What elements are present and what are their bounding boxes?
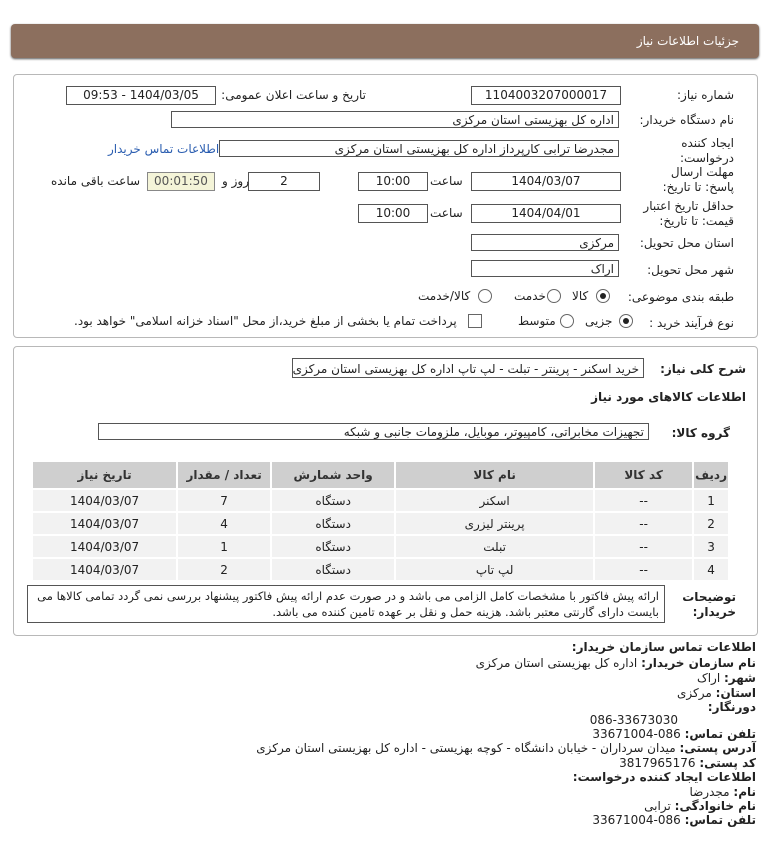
table-row <box>33 559 728 580</box>
goods-info-title: اطلاعات کالاهای مورد نیاز <box>591 390 746 404</box>
cell-date: 1404/03/07 <box>33 490 176 511</box>
validity-time-label: ساعت <box>430 206 463 220</box>
category-goods-label: کالا <box>572 289 589 303</box>
validity-label: حداقل تاریخ اعتبار قیمت: تا تاریخ: <box>643 199 734 228</box>
contact-fax: دورنگار: <box>707 700 756 714</box>
col-row: ردیف <box>694 462 728 488</box>
need-number-label: شماره نیاز: <box>677 88 734 102</box>
buyer-contact-link[interactable]: اطلاعات تماس خریدار <box>108 142 220 156</box>
announce-datetime-field: 1404/03/05 - 09:53 <box>66 86 216 105</box>
city-label: شهر محل تحویل: <box>647 263 734 277</box>
col-code: کد کالا <box>595 462 692 488</box>
cell-name: تبلت <box>396 536 593 557</box>
process-medium-label: متوسط <box>518 314 556 328</box>
contact-province: استان: مرکزی <box>677 686 756 700</box>
treasury-payment-checkbox[interactable] <box>468 314 482 328</box>
contact-org: نام سازمان خریدار: اداره کل بهزیستی استان مرکزی <box>475 656 756 670</box>
process-partial-radio[interactable] <box>619 314 633 328</box>
cell-date: 1404/03/07 <box>33 513 176 534</box>
category-both-radio[interactable] <box>478 289 492 303</box>
creator-info-title: اطلاعات ایجاد کننده درخواست: <box>572 770 756 784</box>
table-row <box>33 513 728 534</box>
cell-date: 1404/03/07 <box>33 559 176 580</box>
days-label: روز و <box>222 174 249 188</box>
col-qty: تعداد / مقدار <box>178 462 270 488</box>
page-header <box>11 24 759 58</box>
cell-unit: دستگاه <box>272 490 394 511</box>
days-remaining-field: 2 <box>248 172 320 191</box>
contact-fax-value: 086-33673030 <box>589 713 678 727</box>
cell-unit: دستگاه <box>272 513 394 534</box>
cell-row: 3 <box>694 536 728 557</box>
process-partial-label: جزیی <box>585 314 613 328</box>
buyer-org-label: نام دستگاه خریدار: <box>639 113 734 127</box>
cell-unit: دستگاه <box>272 536 394 557</box>
city-field: اراک <box>471 260 619 277</box>
col-name: نام کالا <box>396 462 593 488</box>
cell-row: 4 <box>694 559 728 580</box>
cell-unit: دستگاه <box>272 559 394 580</box>
cell-date: 1404/03/07 <box>33 536 176 557</box>
summary-label: شرح کلی نیاز: <box>660 362 746 376</box>
table-row <box>33 536 728 557</box>
category-both-label: کالا/خدمت <box>418 289 471 303</box>
deadline-time-field: 10:00 <box>358 172 428 191</box>
announce-label: تاریخ و ساعت اعلان عمومی: <box>221 88 366 102</box>
cell-code: -- <box>595 490 692 511</box>
creator-name: نام: مجدرضا <box>689 785 756 799</box>
cell-code: -- <box>595 559 692 580</box>
table-row <box>33 490 728 511</box>
page-title: جزئیات اطلاعات نیاز <box>636 34 739 48</box>
province-field: مرکزی <box>471 234 619 251</box>
contact-phone: تلفن تماس: 086-33671004 <box>592 727 756 741</box>
treasury-payment-note: پرداخت تمام یا بخشی از مبلغ خرید،از محل "اسناد خزانه اسلامی" خواهد بود. <box>74 314 457 328</box>
col-date: تاریخ نیاز <box>33 462 176 488</box>
deadline-date-field: 1404/03/07 <box>471 172 621 191</box>
category-label: طبقه بندی موضوعی: <box>627 290 734 304</box>
cell-code: -- <box>595 513 692 534</box>
process-medium-radio[interactable] <box>560 314 574 328</box>
cell-name: اسکنر <box>396 490 593 511</box>
deadline-label: مهلت ارسال پاسخ: تا تاریخ: <box>662 165 734 194</box>
creator-phone: تلفن تماس: 086-33671004 <box>592 813 756 827</box>
need-number-field: 1104003207000017 <box>471 86 621 105</box>
category-service-radio[interactable] <box>547 289 561 303</box>
cell-qty: 1 <box>178 536 270 557</box>
cell-qty: 2 <box>178 559 270 580</box>
contact-address: آدرس پستی: میدان سرداران - خیابان دانشگاه - کوچه بهزیستی - اداره کل بهزیستی استان مرکزی <box>256 741 756 755</box>
cell-row: 1 <box>694 490 728 511</box>
cell-qty: 7 <box>178 490 270 511</box>
category-service-label: خدمت <box>514 289 546 303</box>
deadline-time-label: ساعت <box>430 174 463 188</box>
buyer-notes-field: ارائه پیش فاکتور با مشخصات کامل الزامی می باشد و در صورت عدم ارائه پیش فاکتور پیشنهاد بررسی نمی گردد تمامی کالاها می بایست دارای گارنتی معتبر باشد. هزینه حمل و نقل بر عهده تامین کننده می باشد. <box>27 585 665 623</box>
remaining-time-label: ساعت باقی مانده <box>51 174 141 188</box>
cell-name: پرینتر لیزری <box>396 513 593 534</box>
validity-date-field: 1404/04/01 <box>471 204 621 223</box>
process-label: نوع فرآیند خرید : <box>649 316 734 330</box>
contact-postal: کد پستی: 3817965176 <box>619 756 756 770</box>
validity-time-field: 10:00 <box>358 204 428 223</box>
buyer-org-field: اداره کل بهزیستی استان مرکزی <box>171 111 619 128</box>
creator-field: مجدرضا ترابی کارپرداز اداره کل بهزیستی استان مرکزی <box>219 140 619 157</box>
contact-city: شهر: اراک <box>696 671 756 685</box>
goods-table-header <box>33 462 728 488</box>
cell-code: -- <box>595 536 692 557</box>
summary-field: خرید اسکنر - پرینتر - تبلت - لپ تاپ اداره کل بهزیستی استان مرکزی <box>292 358 644 378</box>
goods-table <box>31 460 730 582</box>
creator-family: نام خانوادگی: ترابی <box>644 799 756 813</box>
col-unit: واحد شمارش <box>272 462 394 488</box>
cell-row: 2 <box>694 513 728 534</box>
province-label: استان محل تحویل: <box>639 236 734 250</box>
category-goods-radio[interactable] <box>596 289 610 303</box>
cell-qty: 4 <box>178 513 270 534</box>
buyer-notes-label: توضیحات خریدار: <box>682 590 736 619</box>
remaining-time-field: 00:01:50 <box>147 172 215 191</box>
contact-title: اطلاعات تماس سازمان خریدار: <box>571 640 756 654</box>
goods-group-field: تجهیزات مخابراتی، کامپیوتر، موبایل، ملزومات جانبی و شبکه <box>98 423 649 440</box>
creator-label: ایجاد کننده درخواست: <box>680 136 734 165</box>
goods-group-label: گروه کالا: <box>671 426 730 440</box>
cell-name: لپ تاپ <box>396 559 593 580</box>
